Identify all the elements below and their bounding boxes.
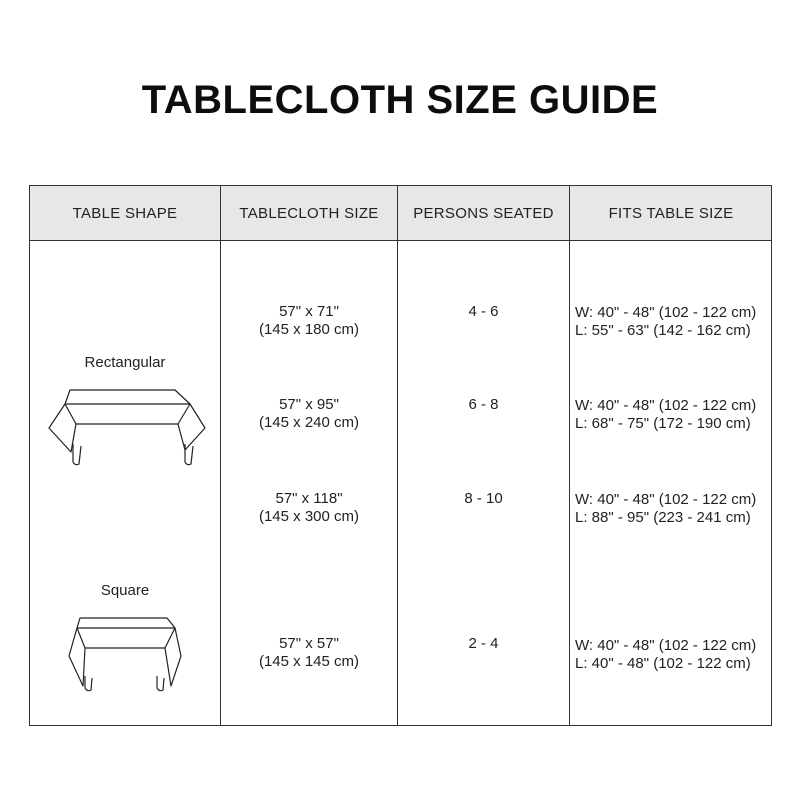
fits-table-size-cell: W: 40" - 48" (102 - 122 cm) L: 40" - 48" (102 - 122 cm) xyxy=(575,637,757,672)
tablecloth-size-cell: 57" x 71" (145 x 180 cm) xyxy=(258,303,360,338)
tablecloth-size-cell: 57" x 95" (145 x 240 cm) xyxy=(258,396,360,431)
fits-table-size-cell: W: 40" - 48" (102 - 122 cm) L: 88" - 95" (223 - 241 cm) xyxy=(575,491,757,526)
header-table-shape: TABLE SHAPE xyxy=(72,204,178,222)
header-persons-seated: PERSONS SEATED xyxy=(413,204,554,222)
size-guide-table xyxy=(29,185,772,726)
persons-seated-cell: 2 - 4 xyxy=(468,635,499,652)
square-table-icon xyxy=(67,614,187,694)
page-title: TABLECLOTH SIZE GUIDE xyxy=(141,78,659,122)
tablecloth-size-cell: 57" x 57" (145 x 145 cm) xyxy=(258,635,360,670)
persons-seated-cell: 6 - 8 xyxy=(468,396,499,413)
shape-label-rectangular: Rectangular xyxy=(84,354,166,371)
tablecloth-size-cell: 57" x 118" (145 x 300 cm) xyxy=(258,490,360,525)
rectangular-table-icon xyxy=(45,382,210,467)
persons-seated-cell: 4 - 6 xyxy=(468,303,499,320)
fits-table-size-cell: W: 40" - 48" (102 - 122 cm) L: 55" - 63" (142 - 162 cm) xyxy=(575,304,757,339)
persons-seated-cell: 8 - 10 xyxy=(464,490,503,507)
column-divider xyxy=(569,186,570,725)
header-fits-table-size: FITS TABLE SIZE xyxy=(608,204,734,222)
fits-table-size-cell: W: 40" - 48" (102 - 122 cm) L: 68" - 75" (172 - 190 cm) xyxy=(575,397,757,432)
shape-label-square: Square xyxy=(100,582,150,599)
header-tablecloth-size: TABLECLOTH SIZE xyxy=(239,204,379,222)
